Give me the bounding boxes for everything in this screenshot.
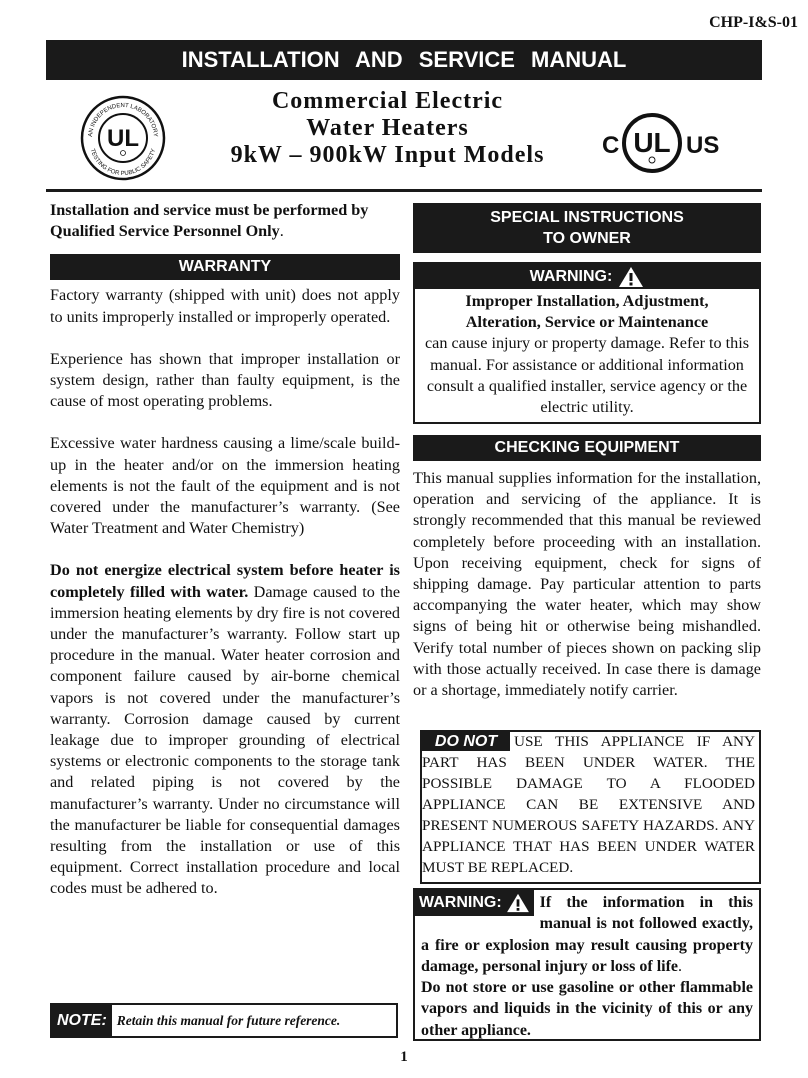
document-id: CHP-I&S-01 [709,14,798,31]
note-text: Retain this manual for future reference. [116,1012,341,1028]
fire-warning-text-2: Do not store or use gasoline or other flammable vapors and liquids in the vicinity of this or any other appliance. [421,979,753,1039]
fire-warning-banner [415,890,534,916]
special-heading-line-1: SPECIAL INSTRUCTIONS [490,209,684,226]
warranty-paragraph-2: Experience has shown that improper installation or system design, rather than faulty equipment, is the cause of most operating problems. [50,349,400,411]
fire-warning-text: If the information in this manual is not followed exactly, a fire or explosion may result causing property damage, personal injury or loss of life. Do not store or use gasoline or other flammable vapors and liquids in the vicinity of this or any other appliance. [415,890,759,1041]
heading-line-2: Water Heaters [306,115,469,141]
header-rule [46,189,762,192]
culus-mark: UL [633,127,671,158]
warranty-paragraph-3: Excessive water hardness causing a lime/scale build-up in the heater and/or on the immersion heating elements is not the fault of the equipment and is not covered under the manufacturer’s warranty. (See Water Treatment and Water Chemistry) [50,434,400,538]
left-column [50,200,400,900]
culus-c: C [602,132,620,159]
warning-bold-line-1: Improper Installation, Adjustment, [465,292,709,310]
ul-top-ring-text: AN INDEPENDENT LABORATORY [87,102,159,138]
do-not-box [420,730,761,884]
ul-mark: UL [107,125,139,152]
special-instructions-heading [413,203,761,253]
warning-banner [415,264,759,289]
page-number: 1 [400,1049,408,1065]
special-heading-line-2: TO OWNER [543,230,631,247]
checking-equipment-heading: CHECKING EQUIPMENT [413,435,761,461]
fire-warning-label: WARNING: [419,894,502,911]
note-box [50,1003,398,1038]
fire-warning-box [413,888,761,1041]
product-heading [210,88,565,169]
warning-text: can cause injury or property damage. Refer to this manual. For assistance or additional information consult a qualified installer, service agency or the electric utility. [424,334,750,417]
warning-body [415,289,759,418]
service-notice: Installation and service must be performed by Qualified Service Personnel Only. [50,201,369,241]
ul-listed-logo [80,95,166,181]
heading-line-1: Commercial Electric [271,88,504,114]
heading-line-3: 9kW – 900kW Input Models [230,142,545,168]
warranty-heading: WARRANTY [50,254,400,280]
fire-warning-triangle-icon [506,893,530,913]
note-label: NOTE: [52,1005,112,1036]
ul-bottom-ring-text: TESTING FOR PUBLIC SAFETY [88,148,158,178]
culus-logo [600,108,736,178]
energize-warning-paragraph: Do not energize electrical system before heater is completely filled with water. Damage caused to the immersion heating elements by dry fire is not covered under the manufacturer’s warranty. Follow start up procedure in the manual. Water heater corrosion and component failure caused by air-borne chemical vapors is not covered under the manufacturer’s warranty. Corrosion damage caused by current leakage due to improper grounding of electrical systems or electronic components to the storage tank and related piping is not covered by the manufacturer’s warranty. Under no circumstance will the manufacturer be liable for consequential damages resulting from the installation or use of this equipment. Correct installation procedure and local codes must be adhered to. [50,561,401,898]
manual-title: INSTALLATION AND SERVICE MANUAL [181,47,627,72]
culus-us: US [686,132,720,159]
warning-box [413,262,761,424]
checking-equipment-text: This manual supplies information for the installation, operation and servicing of the appliance. It is strongly recommended that this manual be reviewed completely before proceeding with an installation. Upon receiving equipment, check for signs of shipping damage. Pay particular attention to parts accompanying the water heater, which may show signs of being hit or otherwise being mishandled. Verify total number of pieces shown on packing slip with those actually received. In case there is damage or a shortage, immediately notify carrier. [413,469,761,700]
warning-triangle-icon [618,266,644,288]
warning-bold-line-2: Alteration, Service or Maintenance [465,313,709,332]
manual-title-bar [46,40,762,80]
do-not-label: DO NOT [422,732,510,751]
warranty-paragraph-1: Factory warranty (shipped with unit) does not apply to units improperly installed or improperly operated. [50,286,400,326]
warning-label: WARNING: [529,268,613,285]
do-not-text: USE THIS APPLIANCE IF ANY PART HAS BEEN UNDER WATER. THE POSSIBLE DAMAGE TO A FLOODED APPLIANCE CAN BE EXTENSIVE AND PRESENT NUMEROUS SAFETY HAZARDS. ANY APPLIANCE THAT HAS BEEN UNDER WATER MUST BE REPLACED. [422,733,755,876]
